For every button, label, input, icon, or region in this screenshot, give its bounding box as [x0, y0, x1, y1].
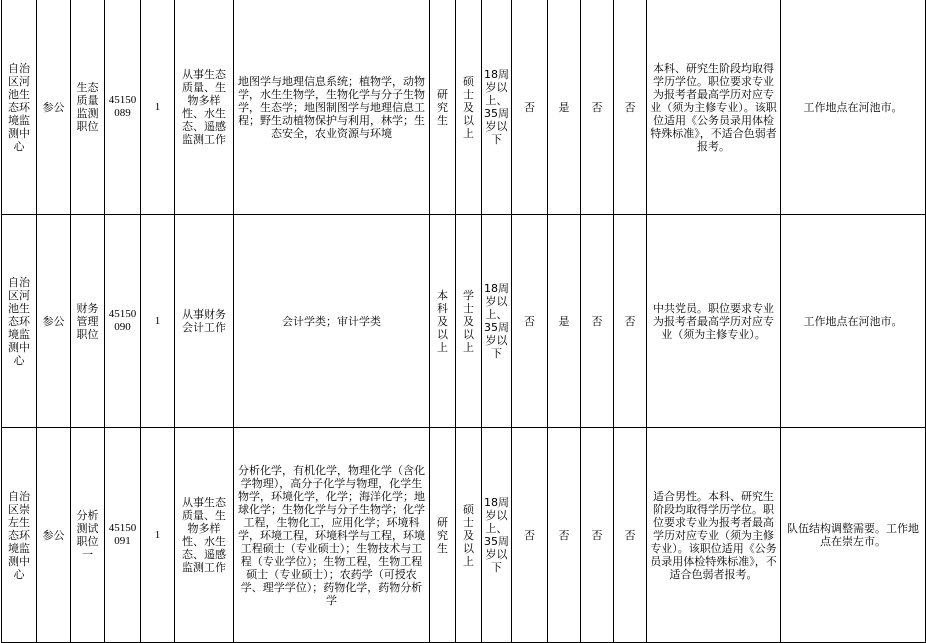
- remarks-cell: 工作地点在河池市。: [781, 215, 926, 428]
- position-code-cell: 45150091: [105, 428, 141, 643]
- position-cell: 分析测试职位一: [71, 428, 105, 643]
- flag-cell-b: 是: [548, 0, 581, 215]
- flag-cell-a: 否: [512, 428, 548, 643]
- requirements-cell: 本科、研究生阶段均取得学历学位。职位要求专业为报考者最高学历对应专业（须为主修专业）。该职位适用《公务员录用体检特殊标准》，不适合色弱者报考。: [647, 0, 781, 215]
- remarks-cell: 队伍结构调整需要。工作地点在崇左市。: [781, 428, 926, 643]
- age-cell: 18周岁以上、35周岁以下: [482, 215, 512, 428]
- unit-cell: 自治区崇左生态环境监测中心: [2, 428, 37, 643]
- major-cell: 会计学类；审计学类: [234, 215, 430, 428]
- table-row: [2, 215, 926, 428]
- degree-cell: 学士及以上: [456, 215, 482, 428]
- flag-cell-d: 否: [614, 0, 647, 215]
- table-row: [2, 428, 926, 643]
- age-cell: 18周岁以上、35周岁以下: [482, 428, 512, 643]
- flag-cell-c: 否: [581, 0, 614, 215]
- education-cell: 研究生: [430, 0, 456, 215]
- major-cell: 分析化学，有机化学，物理化学（含化学物理），高分子化学与物理，化学生物学，环境化学，化学；海洋化学；地球化学；生物化学与分子生物学；化学工程，生物化工，应用化学；环境科学，环境工程，环境科学与工程，环境工程硕士（专业硕士）；生物技术与工程（专业学位）；生物工程，生物工程硕士（专业硕士）；农药学（可授农学、理学学位）；药物化学，药物分析学: [234, 428, 430, 643]
- position-cell: 财务管理职位: [71, 215, 105, 428]
- flag-cell-a: 否: [512, 215, 548, 428]
- duty-cell: 从事财务会计工作: [175, 215, 234, 428]
- position-code-cell: 45150090: [105, 215, 141, 428]
- remarks-cell: 工作地点在河池市。: [781, 0, 926, 215]
- quota-cell: 1: [141, 428, 175, 643]
- unit-cell: 自治区河池生态环境监测中心: [2, 215, 37, 428]
- age-cell: 18周岁以上、35周岁以下: [482, 0, 512, 215]
- flag-cell-b: 是: [548, 215, 581, 428]
- post-type-cell: 参公: [37, 428, 71, 643]
- degree-cell: 硕士及以上: [456, 428, 482, 643]
- recruitment-table: [1, 0, 926, 643]
- education-cell: 本科及以上: [430, 215, 456, 428]
- flag-cell-a: 否: [512, 0, 548, 215]
- duty-cell: 从事生态质量、生物多样性、水生态、遥感监测工作: [175, 428, 234, 643]
- flag-cell-b: 否: [548, 428, 581, 643]
- flag-cell-d: 否: [614, 215, 647, 428]
- degree-cell: 硕士及以上: [456, 0, 482, 215]
- quota-cell: 1: [141, 215, 175, 428]
- flag-cell-c: 否: [581, 428, 614, 643]
- major-cell: 地图学与地理信息系统；植物学，动物学，水生生物学，生物化学与分子生物学，生态学；地图制图学与地理信息工程；野生动植物保护与利用，林学；生态安全，农业资源与环境: [234, 0, 430, 215]
- post-type-cell: 参公: [37, 215, 71, 428]
- table-row: [2, 0, 926, 215]
- requirements-cell: 适合男性。本科、研究生阶段均取得学历学位。职位要求专业为报考者最高学历对应专业（须为主修专业）。该职位适用《公务员录用体检特殊标准》，不适合色弱者报考。: [647, 428, 781, 643]
- flag-cell-c: 否: [581, 215, 614, 428]
- post-type-cell: 参公: [37, 0, 71, 215]
- education-cell: 研究生: [430, 428, 456, 643]
- requirements-cell: 中共党员。职位要求专业为报考者最高学历对应专业（须为主修专业）。: [647, 215, 781, 428]
- duty-cell: 从事生态质量、生物多样性、水生态、遥感监测工作: [175, 0, 234, 215]
- position-cell: 生态质量监测职位: [71, 0, 105, 215]
- flag-cell-d: 否: [614, 428, 647, 643]
- unit-cell: 自治区河池生态环境监测中心: [2, 0, 37, 215]
- quota-cell: 1: [141, 0, 175, 215]
- position-code-cell: 45150089: [105, 0, 141, 215]
